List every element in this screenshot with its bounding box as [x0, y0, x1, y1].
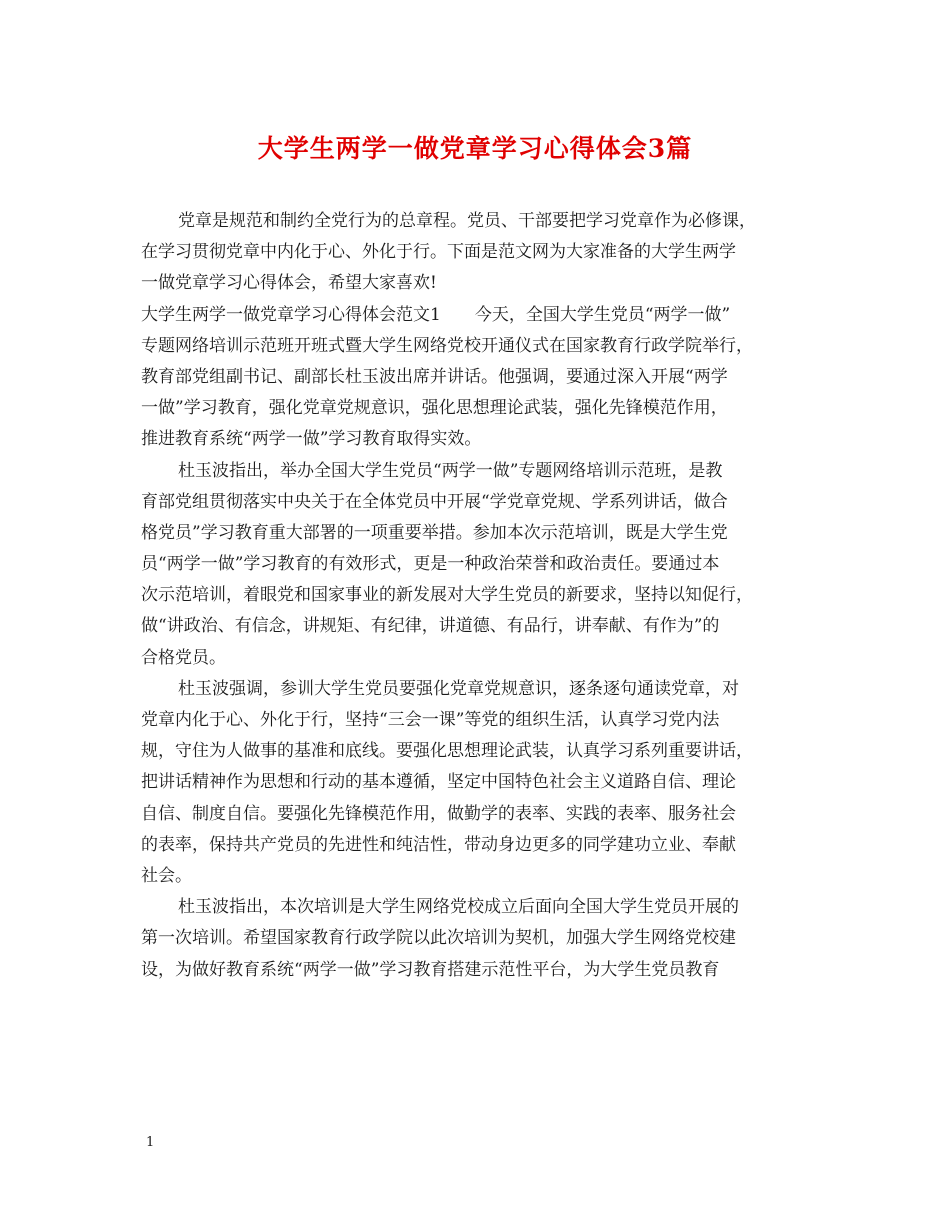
- page-number: 1: [146, 1135, 155, 1150]
- paragraph-line: 教育部党组副书记、副部长杜玉波出席并讲话。他强调，要通过深入开展“两学: [141, 366, 728, 387]
- paragraph-line: 员“两学一做”学习教育的有效形式，更是一种政治荣誉和政治责任。要通过本: [141, 554, 720, 575]
- paragraph-line: 专题网络培训示范班开班式暨大学生网络党校开通仪式在国家教育行政学院举行，: [141, 335, 753, 356]
- paragraph-line: 社会。: [141, 865, 192, 886]
- paragraph-line: 次示范培训，着眼党和国家事业的新发展对大学生党员的新要求，坚持以知促行，: [141, 585, 753, 606]
- paragraph-line: 推进教育系统“两学一做”学习教育取得实效。: [141, 429, 482, 450]
- paragraph-line: 第一次培训。希望国家教育行政学院以此次培训为契机，加强大学生网络党校建: [141, 928, 736, 949]
- paragraph-line: 育部党组贯彻落实中央关于在全体党员中开展“学党章党规、学系列讲话，做合: [141, 491, 728, 512]
- paragraph-line: 自信、制度自信。要强化先锋模范作用，做勤学的表率、实践的表率、服务社会: [141, 803, 736, 824]
- paragraph-line: 杜玉波指出，举办全国大学生党员“两学一做”专题网络培训示范班，是教: [178, 460, 723, 481]
- paragraph-line: 的表率，保持共产党员的先进性和纯洁性，带动身边更多的同学建功立业、奉献: [141, 834, 736, 855]
- paragraph-line: 党章内化于心、外化于行，坚持“三会一课”等党的组织生活，认真学习党内法: [141, 710, 720, 730]
- paragraph-line: 在学习贯彻党章中内化于心、外化于行。下面是范文网为大家准备的大学生两学: [141, 242, 736, 263]
- paragraph-line: 杜玉波指出，本次培训是大学生网络党校成立后面向全国大学生党员开展的: [178, 897, 739, 918]
- paragraph-line: 一做”学习教育，强化党章党规意识，强化思想理论武装，强化先锋模范作用，: [141, 398, 728, 419]
- paragraph-line: 党章是规范和制约全党行为的总章程。党员、干部要把学习党章作为必修课，: [178, 211, 756, 231]
- paragraph-line: 设，为做好教育系统“两学一做”学习教育搭建示范性平台，为大学生党员教育: [141, 959, 720, 980]
- document-body: [141, 206, 809, 986]
- paragraph-line: 格党员”学习教育重大部署的一项重要举措。参加本次示范培训，既是大学生党: [141, 522, 728, 543]
- paragraph-line: 做“讲政治、有信念，讲规矩、有纪律，讲道德、有品行，讲奉献、有作为”的: [141, 616, 720, 637]
- paragraph-line: 把讲话精神作为思想和行动的基本遵循，坚定中国特色社会主义道路自信、理论: [141, 772, 736, 793]
- paragraph-line: 合格党员。: [141, 647, 226, 668]
- paragraph-line: 规，守住为人做事的基准和底线。要强化思想理论武装，认真学习系列重要讲话，: [141, 741, 753, 762]
- paragraph-line: 大学生两学一做党章学习心得体会范文1 今天，全国大学生党员“两学一做”: [141, 304, 731, 325]
- paragraph-line: 一做党章学习心得体会，希望大家喜欢!: [141, 273, 437, 294]
- document-title: 大学生两学一做党章学习心得体会3篇: [257, 134, 693, 163]
- paragraph-line: 杜玉波强调，参训大学生党员要强化党章党规意识，逐条逐句通读党章，对: [178, 678, 739, 699]
